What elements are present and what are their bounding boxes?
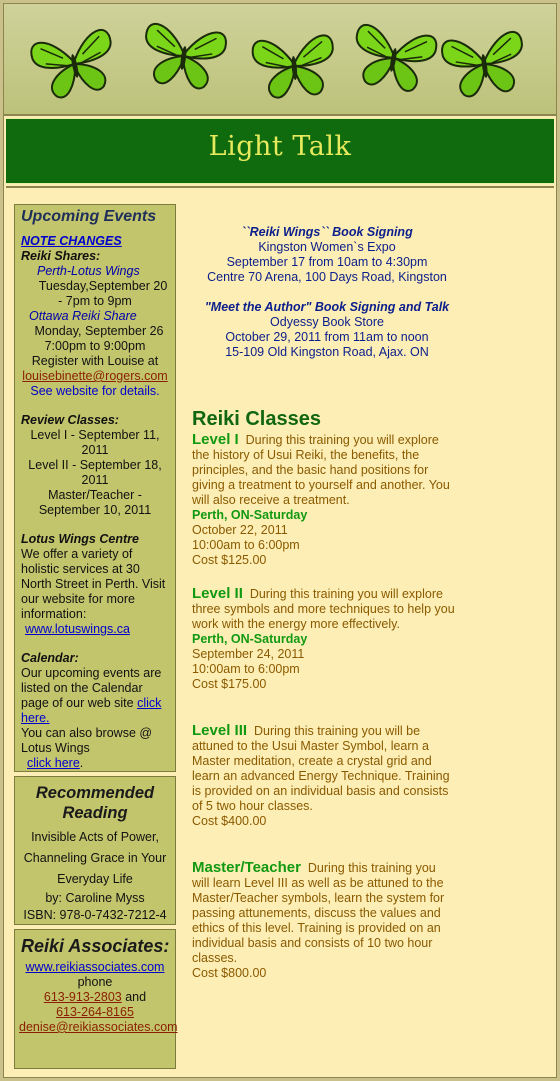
phone-and-text: and bbox=[121, 990, 147, 1004]
calendar-click-here-link[interactable]: click here. bbox=[21, 696, 162, 725]
class-location: Perth, ON-Saturday bbox=[192, 508, 308, 522]
review-level-1: Level I - September 11, 2011 bbox=[30, 428, 160, 457]
class-name: Level II bbox=[192, 585, 243, 602]
event-line: Odyessy Book Store bbox=[270, 315, 384, 329]
phone-2-link[interactable]: 613-264-8165 bbox=[56, 1005, 134, 1019]
class-description: During this training you will explore the history of Usui Reiki, the benefits, the principles, and the basic hand positions for giving a treatment to yourself and another. You will also receive a treatment. bbox=[192, 433, 450, 507]
phone-label: phone bbox=[77, 975, 113, 989]
calendar-label: Calendar: bbox=[21, 651, 79, 665]
class-cost: Cost $175.00 bbox=[192, 677, 267, 691]
calendar-text: Our upcoming events are listed on the Calendar page of our web site bbox=[21, 666, 162, 710]
event-line: October 29, 2011 from 11am to noon bbox=[225, 330, 429, 344]
class-level-3 bbox=[192, 723, 456, 829]
register-text: Register with Louise at bbox=[31, 354, 159, 368]
ottawa-share-time-2: 7:00pm to 9:00pm bbox=[44, 339, 146, 353]
class-name: Level I bbox=[192, 431, 239, 448]
class-time: 10:00am to 6:00pm bbox=[192, 538, 300, 552]
perth-share-label: Perth-Lotus Wings bbox=[37, 264, 140, 278]
title-bar bbox=[6, 118, 554, 184]
review-master-teacher: Master/Teacher - September 10, 2011 bbox=[38, 488, 152, 517]
browse-text: You can also browse @ Lotus Wings bbox=[21, 726, 153, 755]
event-line: 15-109 Old Kingston Road, Ajax. ON bbox=[225, 345, 429, 359]
event-line: Kingston Women`s Expo bbox=[258, 240, 396, 254]
reikiassociates-website-link[interactable]: www.reikiassociates.com bbox=[25, 960, 165, 974]
class-location: Perth, ON-Saturday bbox=[192, 632, 308, 646]
lotuswings-link[interactable]: www.lotuswings.ca bbox=[25, 622, 130, 636]
event-book-signing bbox=[192, 225, 462, 285]
see-website-link[interactable]: See website for details. bbox=[30, 384, 160, 398]
lotus-wings-label: Lotus Wings Centre bbox=[21, 532, 139, 546]
recommended-reading-title: Recommended Reading bbox=[35, 784, 155, 822]
class-description: During this training you will be attuned to the Usui Master Symbol, learn a Master meditation, create a crystal grid and learn an advanced Energy Technique. Training is provided on an individual basis and consists of 5 two hour classes. bbox=[192, 724, 450, 813]
book-author: by: Caroline Myss bbox=[45, 891, 145, 905]
phone-1-link[interactable]: 613-913-2803 bbox=[43, 990, 122, 1004]
reiki-associates-box bbox=[14, 929, 176, 1069]
book-title: Invisible Acts of Power, Channeling Grace in Your Everyday Life bbox=[23, 830, 167, 886]
browse-period: . bbox=[79, 756, 84, 770]
class-date: September 24, 2011 bbox=[192, 647, 305, 661]
class-date: October 22, 2011 bbox=[192, 523, 288, 537]
book-isbn: ISBN: 978-0-7432-7212-4 bbox=[23, 908, 167, 922]
perth-share-time-2: - 7pm to 9pm bbox=[58, 294, 132, 308]
class-cost: Cost $125.00 bbox=[192, 553, 267, 567]
class-time: 10:00am to 6:00pm bbox=[192, 662, 300, 676]
ottawa-share-time-1: Monday, September 26 bbox=[34, 324, 164, 338]
reiki-associates-title: Reiki Associates: bbox=[21, 936, 170, 956]
class-cost: Cost $800.00 bbox=[192, 966, 267, 980]
class-cost: Cost $400.00 bbox=[192, 814, 267, 828]
page-frame bbox=[3, 3, 557, 1078]
perth-share-time-1: Tuesday,September 20 bbox=[38, 279, 168, 293]
review-level-2: Level II - September 18, 2011 bbox=[28, 458, 162, 487]
lotus-wings-text: We offer a variety of holistic services at 30 North Street in Perth. Visit our website for more information: bbox=[21, 547, 166, 621]
class-description: During this training you will explore three symbols and more techniques to help you work with the energy more effectively. bbox=[192, 587, 455, 631]
upcoming-events-title: Upcoming Events bbox=[21, 208, 157, 225]
class-description: During this training you will learn Level III as well as be attuned to the Master/Teacher symbols, learn the system for passing attunements, discuss the values and ethics of this level. Training is provided on an individual basis and consists of 10 two hour classes. bbox=[192, 861, 445, 965]
class-level-2 bbox=[192, 586, 456, 692]
class-name: Master/Teacher bbox=[192, 859, 301, 876]
recommended-reading-box bbox=[14, 776, 176, 925]
event-heading: "Meet the Author" Book Signing and Talk bbox=[204, 300, 450, 314]
reiki-classes-title: Reiki Classes bbox=[192, 408, 321, 430]
denise-email-link[interactable]: denise@reikiassociates.com bbox=[19, 1020, 178, 1034]
upcoming-events-box bbox=[14, 204, 176, 772]
class-master-teacher bbox=[192, 860, 456, 981]
event-line: Centre 70 Arena, 100 Days Road, Kingston bbox=[207, 270, 447, 284]
reiki-shares-label: Reiki Shares: bbox=[21, 249, 101, 263]
butterfly-illustration bbox=[4, 4, 556, 114]
class-name: Level III bbox=[192, 722, 248, 739]
content-area bbox=[6, 186, 554, 1077]
butterfly-banner bbox=[4, 4, 556, 116]
browse-click-here-link[interactable]: click here bbox=[27, 756, 80, 770]
ottawa-share-label: Ottawa Reiki Share bbox=[29, 309, 137, 323]
louise-email-link[interactable]: louisebinette@rogers.com bbox=[22, 369, 168, 383]
event-line: September 17 from 10am to 4:30pm bbox=[226, 255, 428, 269]
review-classes-label: Review Classes: bbox=[21, 413, 119, 427]
event-meet-the-author bbox=[192, 300, 462, 360]
note-changes-link[interactable]: NOTE CHANGES bbox=[21, 234, 122, 248]
site-title: Light Talk bbox=[208, 131, 352, 162]
event-heading: ``Reiki Wings`` Book Signing bbox=[241, 225, 413, 239]
class-level-1 bbox=[192, 432, 456, 568]
